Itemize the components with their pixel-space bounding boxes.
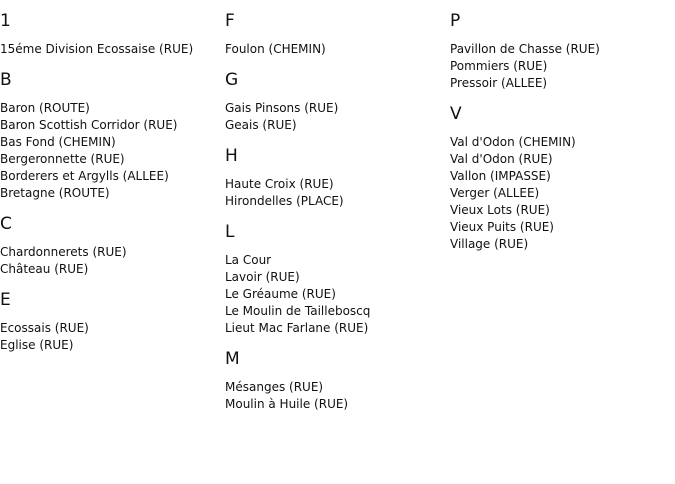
letter-group bbox=[225, 134, 450, 210]
letter-heading: G bbox=[225, 70, 239, 90]
street-link[interactable]: Eglise (RUE) bbox=[0, 338, 74, 352]
street-link[interactable]: Val d'Odon (CHEMIN) bbox=[450, 135, 576, 149]
letter-heading: B bbox=[0, 70, 12, 90]
letter-heading: M bbox=[225, 349, 240, 369]
letter-group bbox=[225, 210, 450, 337]
letter-group bbox=[450, 92, 675, 253]
letter-group bbox=[225, 58, 450, 134]
letter-group bbox=[0, 278, 225, 354]
letter-group bbox=[450, 0, 675, 92]
letter-group bbox=[0, 58, 225, 202]
street-link[interactable]: Ecossais (RUE) bbox=[0, 321, 89, 335]
street-link[interactable]: Foulon (CHEMIN) bbox=[225, 42, 326, 56]
street-link[interactable]: 15éme Division Ecossaise (RUE) bbox=[0, 42, 194, 56]
street-link[interactable]: Mésanges (RUE) bbox=[225, 380, 324, 394]
letter-heading: E bbox=[0, 290, 11, 310]
street-link[interactable]: Geais (RUE) bbox=[225, 118, 297, 132]
street-link[interactable]: Hirondelles (PLACE) bbox=[225, 194, 344, 208]
street-link[interactable]: Gais Pinsons (RUE) bbox=[225, 101, 339, 115]
street-link[interactable]: Vieux Lots (RUE) bbox=[450, 203, 550, 217]
street-link[interactable]: Chardonnerets (RUE) bbox=[0, 245, 127, 259]
street-link[interactable]: Lieut Mac Farlane (RUE) bbox=[225, 321, 369, 335]
street-link[interactable]: Village (RUE) bbox=[450, 237, 529, 251]
street-link[interactable]: Pommiers (RUE) bbox=[450, 59, 548, 73]
street-link[interactable]: Le Gréaume (RUE) bbox=[225, 287, 336, 301]
street-link[interactable]: Pavillon de Chasse (RUE) bbox=[450, 42, 600, 56]
letter-heading: L bbox=[225, 222, 235, 242]
street-link[interactable]: Baron (ROUTE) bbox=[0, 101, 90, 115]
street-link[interactable]: Haute Croix (RUE) bbox=[225, 177, 334, 191]
street-link[interactable]: Verger (ALLEE) bbox=[450, 186, 540, 200]
letter-heading: V bbox=[450, 104, 462, 124]
street-link[interactable]: Lavoir (RUE) bbox=[225, 270, 300, 284]
street-link[interactable]: La Cour bbox=[225, 253, 272, 267]
street-link[interactable]: Borderers et Argylls (ALLEE) bbox=[0, 169, 169, 183]
letter-heading: F bbox=[225, 11, 235, 31]
street-link[interactable]: Le Moulin de Tailleboscq bbox=[225, 304, 371, 318]
street-link[interactable]: Château (RUE) bbox=[0, 262, 89, 276]
letter-heading: C bbox=[0, 214, 12, 234]
street-link[interactable]: Vallon (IMPASSE) bbox=[450, 169, 551, 183]
letter-heading: 1 bbox=[0, 11, 11, 31]
letter-group bbox=[0, 0, 225, 58]
index-column-1 bbox=[0, 0, 225, 354]
letter-heading: H bbox=[225, 146, 238, 166]
street-link[interactable]: Moulin à Huile (RUE) bbox=[225, 397, 349, 411]
street-link[interactable]: Bas Fond (CHEMIN) bbox=[0, 135, 116, 149]
letter-heading: P bbox=[450, 11, 461, 31]
letter-group bbox=[225, 337, 450, 413]
street-link[interactable]: Val d'Odon (RUE) bbox=[450, 152, 553, 166]
letter-group bbox=[225, 0, 450, 58]
index-column-2 bbox=[225, 0, 450, 413]
street-link[interactable]: Baron Scottish Corridor (RUE) bbox=[0, 118, 178, 132]
street-link[interactable]: Bretagne (ROUTE) bbox=[0, 186, 110, 200]
letter-group bbox=[0, 202, 225, 278]
street-link[interactable]: Bergeronnette (RUE) bbox=[0, 152, 125, 166]
index-column-3 bbox=[450, 0, 675, 253]
street-link[interactable]: Vieux Puits (RUE) bbox=[450, 220, 554, 234]
street-link[interactable]: Pressoir (ALLEE) bbox=[450, 76, 548, 90]
